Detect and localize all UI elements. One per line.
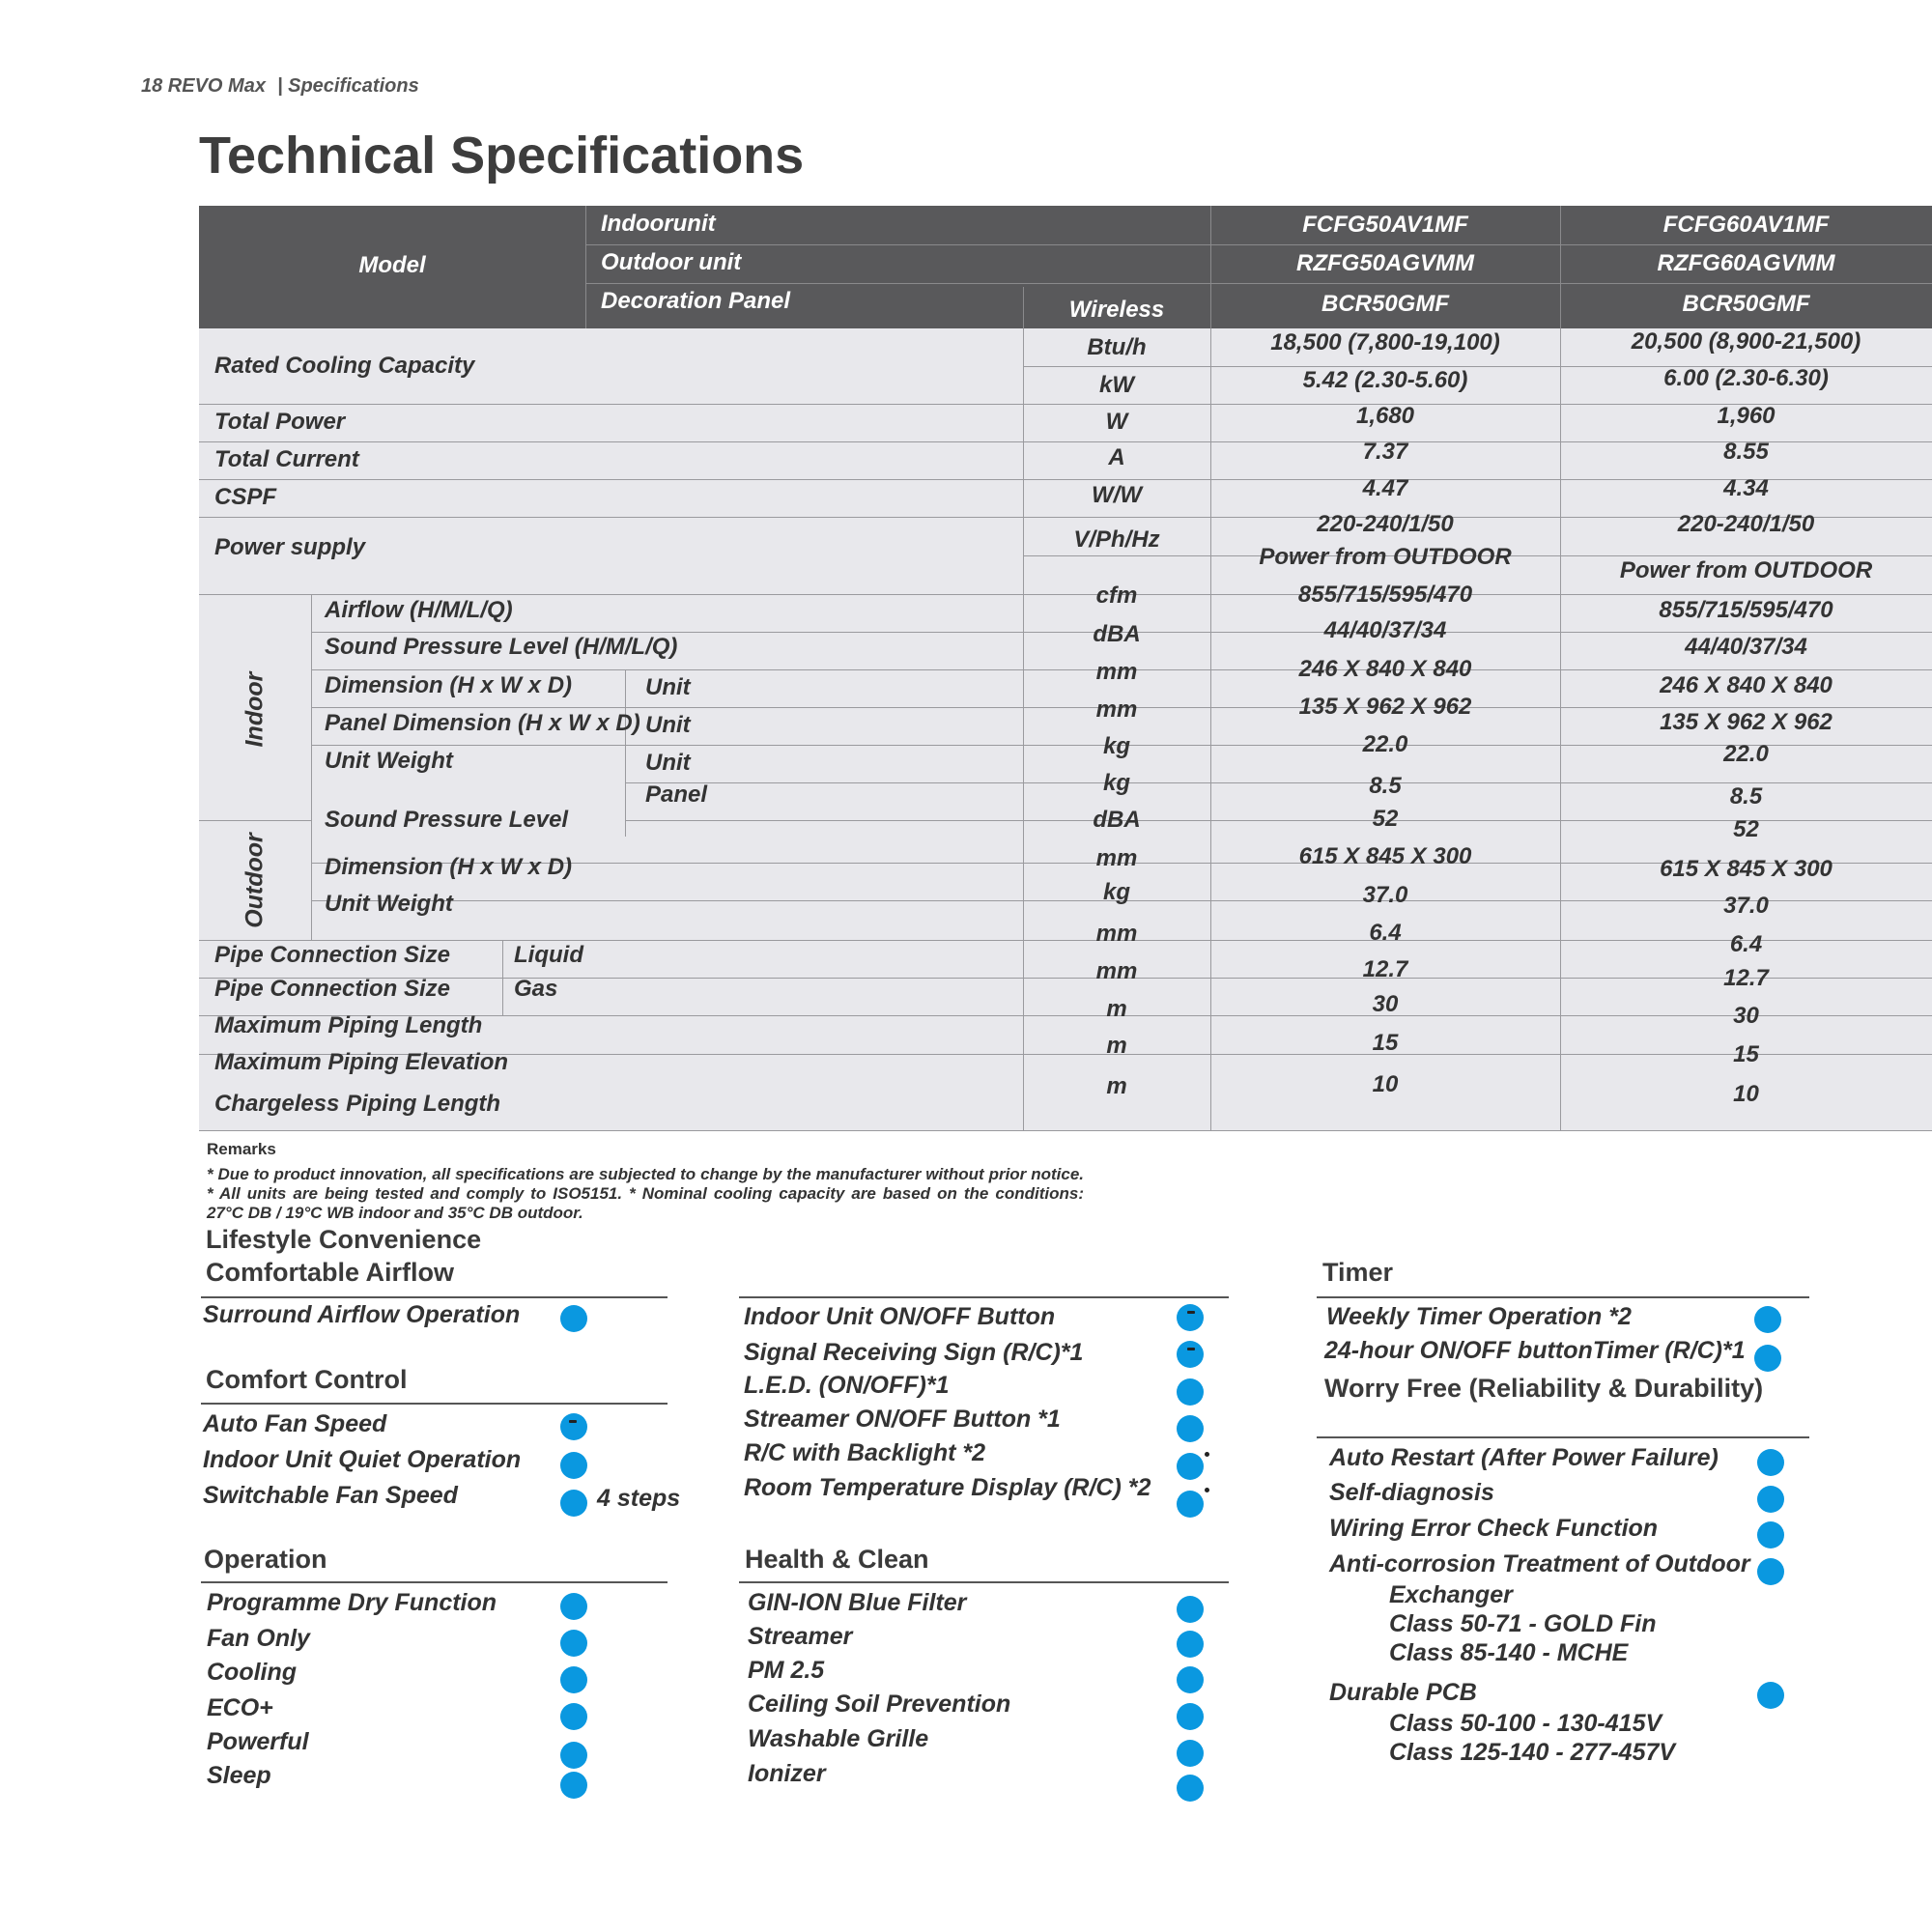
value-model-1: 1,680 [1355,403,1415,429]
model-2-indoor: FCFG60AV1MF [1662,212,1830,238]
feature-available-dot [560,1490,587,1517]
feature-item: Room Temperature Display (R/C) *2 [744,1474,1151,1501]
value-model-2: 220-240/1/50 [1677,511,1815,537]
row-unit: mm [1095,696,1138,723]
feature-item: Auto Restart (After Power Failure) [1329,1444,1719,1471]
feature-item: Programme Dry Function [207,1589,497,1616]
row-unit: W/W [1092,482,1142,508]
remarks-text: * Due to product innovation, all specifications are subjected to change by the manufacturer without prior notice. * All units are being tested and comply to ISO5151. * Nominal cooling capacity are based on the conditions: 27°C DB / 19°C WB indoor and 35°C DB outdoor. [207,1165,1084,1222]
value-model-1: 18,500 (7,800-19,100) [1270,329,1500,355]
feature-available-dot [560,1666,587,1693]
feature-available-dot [1754,1306,1781,1333]
feature-item: Fan Only [207,1625,310,1652]
feature-available-dot [1177,1596,1204,1623]
row-label: Panel Dimension (H x W x D) [325,710,640,736]
feature-item: Indoor Unit Quiet Operation [203,1446,522,1473]
feature-item: Washable Grille [748,1725,929,1752]
value-model-2: 22.0 [1723,741,1769,767]
feature-item: Self-diagnosis [1329,1479,1494,1506]
model-label: Model [358,252,426,278]
feature-item: Sleep [207,1762,271,1789]
feature-item: Signal Receiving Sign (R/C)*1 [744,1339,1084,1366]
feature-available-dot [1757,1486,1784,1513]
feature-item: Surround Airflow Operation [203,1301,521,1328]
row-unit: Btu/h [1087,334,1147,360]
page-number: 18 REVO Max [141,75,266,97]
row-label: Maximum Piping Length [214,1012,483,1038]
spec-table [199,206,1932,1131]
feature-available-dot [560,1772,587,1799]
value-model-1: 22.0 [1362,731,1408,757]
row-unit: m [1106,1073,1127,1099]
value-model-1: 135 X 962 X 962 [1298,694,1472,720]
fan-speed-steps: 4 steps [597,1485,681,1512]
row-unit: dBA [1093,807,1141,833]
value-model-2: 12.7 [1723,965,1769,991]
feature-item: Powerful [207,1728,309,1755]
row-label: Unit Weight [325,891,453,917]
feature-item: GIN-ION Blue Filter [748,1589,967,1616]
row-unit: m [1106,996,1127,1022]
page-title: Technical Specifications [199,127,805,185]
feature-subitem: Class 50-100 - 130-415V [1389,1710,1662,1737]
note-mark [569,1420,577,1423]
feature-available-dot [560,1630,587,1657]
timer-heading: Timer [1322,1258,1394,1287]
feature-available-dot [1177,1378,1204,1406]
feature-available-dot [1177,1631,1204,1658]
health-heading: Health & Clean [745,1545,929,1574]
outdoor-unit-label: Outdoor unit [601,249,742,275]
comfortable-airflow-heading: Comfortable Airflow [206,1258,455,1287]
row-unit: m [1106,1033,1127,1059]
feature-available-dot [1177,1415,1204,1442]
value-model-1: 615 X 845 X 300 [1298,843,1472,869]
value-model-2: 1,960 [1717,403,1776,429]
value-model-2: 20,500 (8,900-21,500) [1631,328,1861,355]
feature-available-dot [1177,1666,1204,1693]
feature-item: Anti-corrosion Treatment of Outdoor [1329,1550,1750,1577]
value-model-2: 52 [1733,816,1759,842]
row-label: CSPF [214,484,277,510]
model-1-outdoor: RZFG50AGVMM [1295,250,1474,276]
value-model-2: 8.5 [1729,783,1763,810]
value-model-1: 6.4 [1369,920,1402,946]
value-model-2: 6.00 (2.30-6.30) [1663,365,1829,391]
feature-available-dot [1177,1304,1204,1331]
row-label: Dimension (H x W x D) [325,672,573,698]
value-model-2: 8.55 [1723,439,1769,465]
feature-available-dot [560,1593,587,1620]
value-model-2: 44/40/37/34 [1685,634,1807,660]
value-model-1: 246 X 840 X 840 [1298,656,1472,682]
row-sublabel: Liquid [514,942,583,968]
value-model-2: 246 X 840 X 840 [1660,672,1833,698]
row-label: Sound Pressure Level [325,807,569,833]
feature-available-dot [560,1413,587,1440]
feature-item: L.E.D. (ON/OFF)*1 [744,1372,950,1399]
feature-item: Streamer ON/OFF Button *1 [744,1406,1061,1433]
value-model-2: Power from OUTDOOR [1619,557,1873,583]
value-model-2: 37.0 [1723,893,1769,919]
indoor-unit-label: Indoorunit [601,211,716,237]
value-model-1: 37.0 [1362,882,1408,908]
note-mark [1205,1452,1209,1457]
value-model-2: 855/715/595/470 [1659,597,1833,623]
row-label: Maximum Piping Elevation [214,1049,509,1075]
note-mark [1205,1488,1209,1492]
value-model-2: 30 [1733,1003,1759,1029]
row-label: Sound Pressure Level (H/M/L/Q) [325,634,678,660]
note-mark [1187,1311,1195,1314]
feature-available-dot [1757,1449,1784,1476]
feature-available-dot [1177,1740,1204,1767]
value-model-1: Power from OUTDOOR [1259,544,1512,570]
row-label: Airflow (H/M/L/Q) [325,597,513,623]
feature-item: Weekly Timer Operation *2 [1326,1303,1632,1330]
feature-item: Indoor Unit ON/OFF Button [744,1303,1056,1330]
section-name: | Specifications [276,75,419,97]
value-model-1: 220-240/1/50 [1317,511,1454,537]
feature-subitem: Exchanger [1389,1581,1513,1608]
feature-item: Auto Fan Speed [203,1410,387,1437]
value-model-1: 5.42 (2.30-5.60) [1302,367,1468,393]
row-label: Dimension (H x W x D) [325,854,573,880]
feature-item: Cooling [207,1659,298,1686]
row-label: Power supply [214,534,366,560]
feature-available-dot [1177,1703,1204,1730]
feature-item: R/C with Backlight *2 [744,1439,986,1466]
feature-item: Switchable Fan Speed [203,1482,458,1509]
value-model-1: 52 [1372,806,1399,832]
row-unit: A [1108,444,1125,470]
row-unit: cfm [1095,582,1138,609]
feature-available-dot [560,1703,587,1730]
feature-available-dot [1757,1558,1784,1585]
group-indoor-label: Indoor [241,671,269,748]
value-model-2: 615 X 845 X 300 [1660,856,1833,882]
row-unit: mm [1095,659,1138,685]
model-1-panel: BCR50GMF [1321,291,1449,317]
row-unit: W [1105,409,1128,435]
row-label: Pipe Connection Size [214,942,451,968]
row-unit: dBA [1093,621,1141,647]
row-label: Pipe Connection Size [214,976,451,1002]
row-label: Total Power [214,409,346,435]
row-unit: V/Ph/Hz [1073,526,1160,553]
feature-subitem: Class 50-71 - GOLD Fin [1389,1610,1657,1637]
model-1-indoor: FCFG50AV1MF [1302,212,1468,238]
feature-item: Streamer [748,1623,853,1650]
row-unit: kW [1099,372,1134,398]
value-model-2: 135 X 962 X 962 [1660,709,1833,735]
value-model-1: 855/715/595/470 [1297,582,1473,608]
spec-table-header [199,206,1932,328]
row-sublabel: Unit [645,674,691,700]
value-model-2: 6.4 [1729,931,1763,957]
feature-item: Durable PCB [1329,1679,1477,1706]
row-label: Rated Cooling Capacity [214,353,475,379]
feature-available-dot [1177,1453,1204,1480]
row-label: Chargeless Piping Length [214,1091,501,1117]
row-label: Total Current [214,446,359,472]
feature-available-dot [1177,1491,1204,1518]
row-unit: mm [1095,958,1138,984]
feature-subitem: Class 125-140 - 277-457V [1389,1739,1676,1766]
feature-item: 24-hour ON/OFF buttonTimer (R/C)*1 [1324,1337,1746,1364]
feature-available-dot [560,1452,587,1479]
lifestyle-heading: Lifestyle Convenience [206,1225,482,1254]
row-sublabel: Gas [514,976,558,1002]
feature-item: PM 2.5 [748,1657,825,1684]
row-unit: mm [1095,921,1138,947]
value-model-1: 15 [1372,1030,1399,1056]
value-model-2: 4.34 [1723,475,1769,501]
value-model-1: 8.5 [1369,773,1402,799]
value-model-1: 30 [1372,991,1399,1017]
row-unit: kg [1102,770,1130,796]
panel-type: Wireless [1068,297,1165,323]
row-unit: kg [1102,733,1130,759]
feature-available-dot [560,1742,587,1769]
worry-free-heading: Worry Free (Reliability & Durability) [1324,1374,1764,1403]
row-sublabel: Panel [645,781,708,808]
feature-item: ECO+ [207,1694,273,1721]
row-label: Unit Weight [325,748,453,774]
row-sublabel: Unit [645,750,691,776]
page-header [141,75,419,98]
row-unit: kg [1102,879,1130,905]
feature-item: Ceiling Soil Prevention [748,1690,1011,1718]
row-unit: mm [1095,845,1138,871]
remarks-heading: Remarks [207,1140,276,1158]
comfort-control-heading: Comfort Control [206,1365,408,1394]
feature-item: Ionizer [748,1760,826,1787]
feature-available-dot [1757,1521,1784,1548]
value-model-1: 4.47 [1362,475,1408,501]
note-mark [1187,1348,1195,1350]
model-2-panel: BCR50GMF [1682,291,1810,317]
row-sublabel: Unit [645,712,691,738]
feature-subitem: Class 85-140 - MCHE [1389,1639,1629,1666]
feature-available-dot [1757,1682,1784,1709]
feature-available-dot [560,1305,587,1332]
value-model-1: 7.37 [1362,439,1408,465]
feature-available-dot [1177,1341,1204,1368]
value-model-2: 10 [1733,1081,1759,1107]
value-model-1: 12.7 [1362,956,1408,982]
value-model-1: 44/40/37/34 [1323,617,1447,643]
panel-label: Decoration Panel [601,288,791,314]
group-outdoor-label: Outdoor [241,833,269,928]
value-model-1: 10 [1372,1071,1399,1097]
feature-available-dot [1754,1345,1781,1372]
operation-heading: Operation [204,1545,327,1574]
feature-item: Wiring Error Check Function [1329,1515,1659,1542]
feature-available-dot [1177,1775,1204,1802]
value-model-2: 15 [1733,1041,1759,1067]
model-2-outdoor: RZFG60AGVMM [1657,250,1835,276]
